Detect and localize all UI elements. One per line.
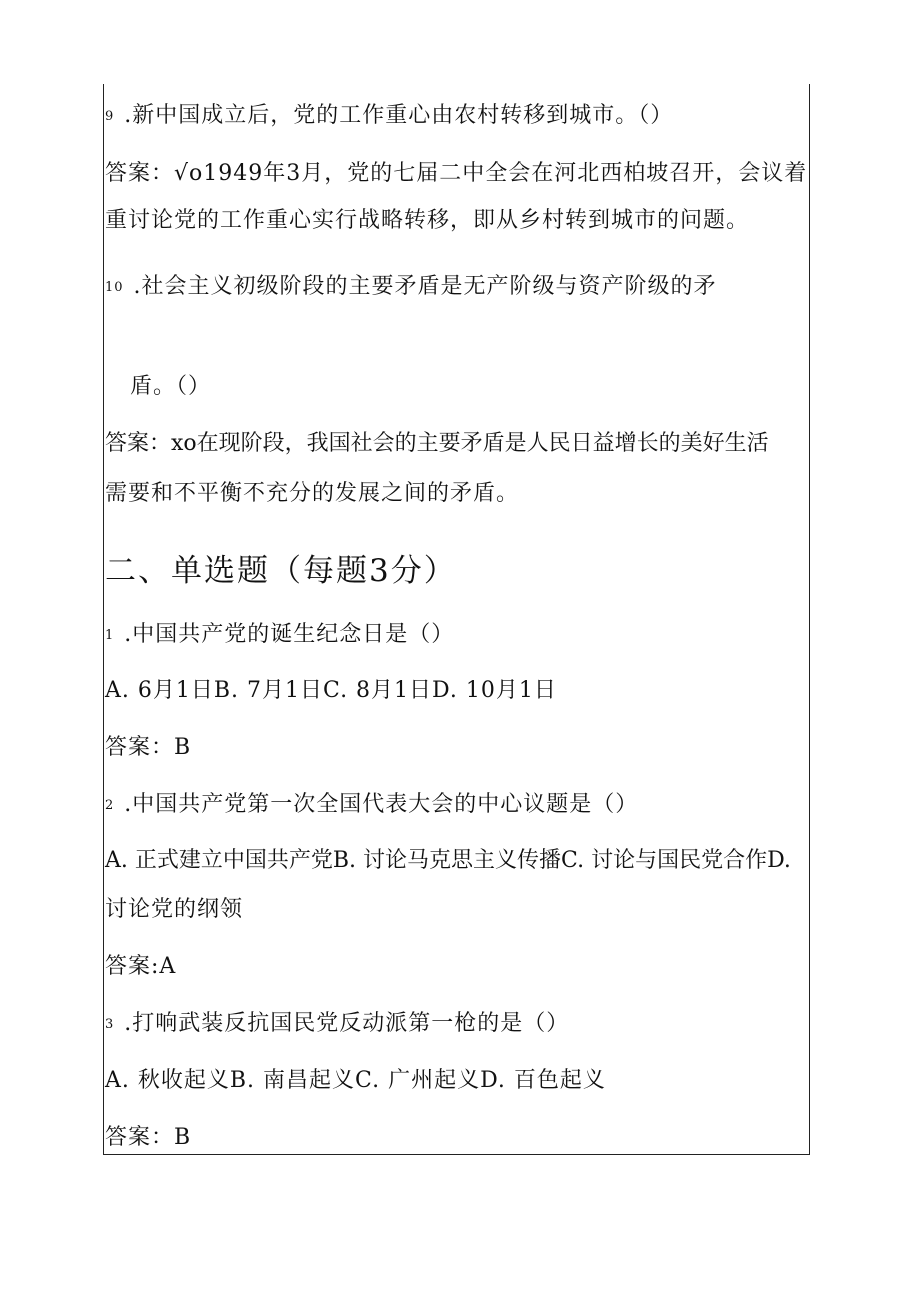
mc-options-1: A. 6月1日B. 7月1日C. 8月1日D. 10月1日 <box>105 678 557 703</box>
question-number: 10 <box>105 280 124 295</box>
mc-answer-3: 答案：B <box>105 1125 192 1150</box>
section-heading: 二、单选题（每题3分） <box>105 553 457 589</box>
question-number: 9 <box>105 109 115 124</box>
question-text: .打响武装反抗国民党反动派第一枪的是（） <box>124 1011 570 1036</box>
question-text: .中国共产党第一次全国代表大会的中心议题是（） <box>124 792 639 817</box>
mc-question-1 <box>105 620 454 651</box>
mc-options-3: A. 秋收起义B. 南昌起义C. 广州起义D. 百色起义 <box>105 1068 606 1093</box>
mc-options-2-line-1: A. 正式建立中国共产党B. 讨论马克思主义传播C. 讨论与国民党合作D. <box>105 848 791 873</box>
mc-options-2-line-2: 讨论党的纲领 <box>105 897 244 922</box>
question-text: .社会主义初级阶段的主要矛盾是无产阶级与资产阶级的矛 <box>133 274 717 299</box>
mc-question-2 <box>105 790 638 821</box>
question-number: 1 <box>105 628 115 643</box>
mc-answer-2: 答案:A <box>105 954 177 979</box>
question-number: 3 <box>105 1017 115 1032</box>
answer-10-line-2: 需要和不平衡不充分的发展之间的矛盾。 <box>105 481 520 506</box>
answer-9-line-1: 答案：√o1949年3月，党的七届二中全会在河北西柏坡召开，会议着 <box>105 161 808 186</box>
answer-9-line-2: 重讨论党的工作重心实行战略转移，即从乡村转到城市的问题。 <box>105 208 750 233</box>
mc-question-3 <box>105 1009 569 1040</box>
question-text: .中国共产党的诞生纪念日是（） <box>124 622 455 647</box>
answer-10-line-1: 答案：xo在现阶段，我国社会的主要矛盾是人民日益增长的美好生活 <box>105 431 769 456</box>
question-10 <box>105 272 717 303</box>
question-9 <box>105 101 673 132</box>
mc-answer-1: 答案：B <box>105 735 192 760</box>
question-10-line-2: 盾。（） <box>130 374 212 399</box>
question-number: 2 <box>105 798 115 813</box>
question-text: .新中国成立后，党的工作重心由农村转移到城市。（） <box>124 103 674 128</box>
